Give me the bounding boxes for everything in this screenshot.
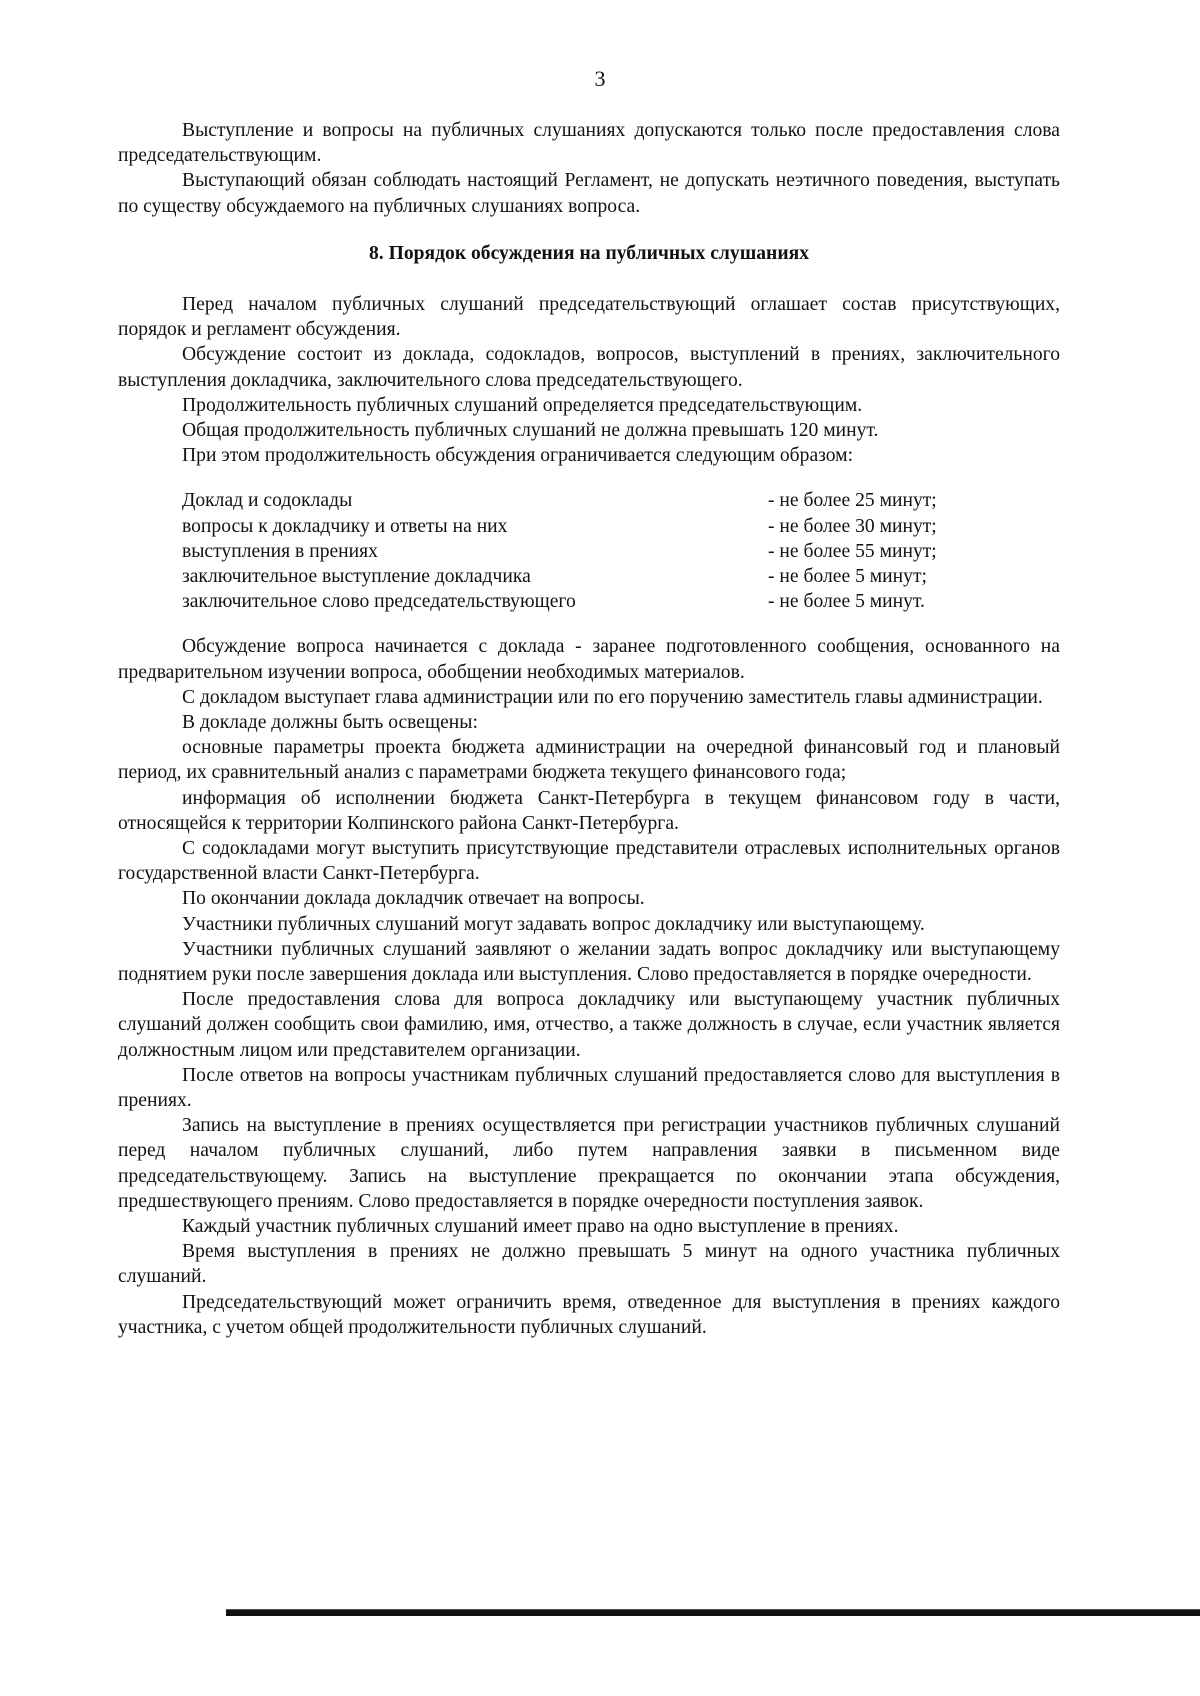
paragraph: По окончании доклада докладчик отвечает на вопросы.: [182, 888, 645, 910]
time-limit-label: Доклад и содоклады: [182, 490, 353, 512]
time-limit-label: заключительное выступление докладчика: [182, 566, 531, 587]
paragraph: Председательствующий может ограничить время, отведенное для выступления в прениях каждого участника, с учетом общей продолжительности публичных слушаний.: [118, 1291, 1060, 1338]
time-limit-row: [182, 539, 1060, 564]
paragraph: Выступление и вопросы на публичных слушаниях допускаются только после предоставления слова председательствующим.: [118, 120, 1060, 167]
footer-rule: [226, 1610, 1200, 1616]
time-limits-list: [182, 488, 1060, 614]
paragraph: Запись на выступление в прениях осуществляется при регистрации участников публичных слушаний перед началом публичных слушаний, либо путем направления заявки в письменном виде председательствующему. Запись на выступление прекращается по окончании этапа обсуждения, предшествующего прениям. Слово предоставляется в порядке очередности поступления заявок.: [118, 1115, 1060, 1212]
paragraph: Участники публичных слушаний могут задавать вопрос докладчику или выступающему.: [182, 913, 925, 935]
document-body: [118, 118, 1060, 1340]
paragraph: Время выступления в прениях не должно превышать 5 минут на одного участника публичных слушаний.: [118, 1241, 1060, 1288]
paragraph: Каждый участник публичных слушаний имеет право на одно выступление в прениях.: [182, 1216, 899, 1238]
paragraph: Обсуждение вопроса начинается с доклада - заранее подготовленного сообщения, основанного на предварительном изучении вопроса, обобщении необходимых материалов.: [118, 636, 1060, 683]
paragraph: Участники публичных слушаний заявляют о желании задать вопрос докладчику или выступающему поднятием руки после завершения доклада или выступления. Слово предоставляется в порядке очередности.: [118, 938, 1060, 986]
paragraph: После предоставления слова для вопроса докладчику или выступающему участник публичных слушаний должен сообщить свои фамилию, имя, отчество, а также должность в случае, если участник является должностным лицом или представителем организации.: [118, 989, 1060, 1061]
paragraph: С докладом выступает глава администрации или по его поручению заместитель главы администрации.: [182, 686, 1043, 708]
time-limit-value: - не более 5 минут.: [768, 591, 925, 613]
paragraph: С содокладами могут выступить присутствующие представители отраслевых исполнительных органов государственной власти Санкт-Петербурга.: [118, 838, 1060, 885]
time-limit-value: - не более 55 минут;: [768, 540, 937, 562]
time-limit-value: - не более 25 минут;: [768, 490, 937, 512]
time-limit-label: выступления в прениях: [182, 540, 378, 562]
time-limit-row: [182, 514, 1060, 539]
time-limit-row: [182, 488, 1060, 513]
page-number: 3: [594, 66, 606, 91]
time-limit-value: - не более 30 минут;: [768, 515, 937, 537]
paragraph: Обсуждение состоит из доклада, содокладов, вопросов, выступлений в прениях, заключительного выступления докладчика, заключительного слова председательствующего.: [118, 344, 1060, 391]
paragraph: Продолжительность публичных слушаний определяется председательствующим.: [182, 394, 863, 416]
time-limit-label: вопросы к докладчику и ответы на них: [182, 515, 508, 537]
paragraph: При этом продолжительность обсуждения ограничивается следующим образом:: [182, 445, 854, 467]
time-limit-row: [182, 564, 1060, 589]
time-limit-value: - не более 5 минут;: [768, 566, 927, 587]
paragraph: основные параметры проекта бюджета администрации на очередной финансовый год и плановый период, их сравнительный анализ с параметрами бюджета текущего финансового года;: [118, 737, 1060, 784]
paragraph: После ответов на вопросы участникам публичных слушаний предоставляется слово для выступления в прениях.: [118, 1064, 1060, 1112]
paragraph: информация об исполнении бюджета Санкт-Петербурга в текущем финансовом году в части, относящейся к территории Колпинского района Санкт-Петербурга.: [118, 787, 1060, 834]
paragraph: Выступающий обязан соблюдать настоящий Регламент, не допускать неэтичного поведения, выступать по существу обсуждаемого на публичных слушаниях вопроса.: [118, 170, 1060, 217]
paragraph: Перед началом публичных слушаний председательствующий оглашает состав присутствующих, порядок и регламент обсуждения.: [118, 294, 1060, 341]
time-limit-label: заключительное слово председательствующего: [182, 591, 576, 613]
paragraph: Общая продолжительность публичных слушаний не должна превышать 120 минут.: [182, 420, 879, 442]
section-heading: 8. Порядок обсуждения на публичных слушаниях: [368, 242, 810, 264]
time-limit-row: [182, 589, 1060, 614]
paragraph: В докладе должны быть освещены:: [182, 711, 478, 733]
